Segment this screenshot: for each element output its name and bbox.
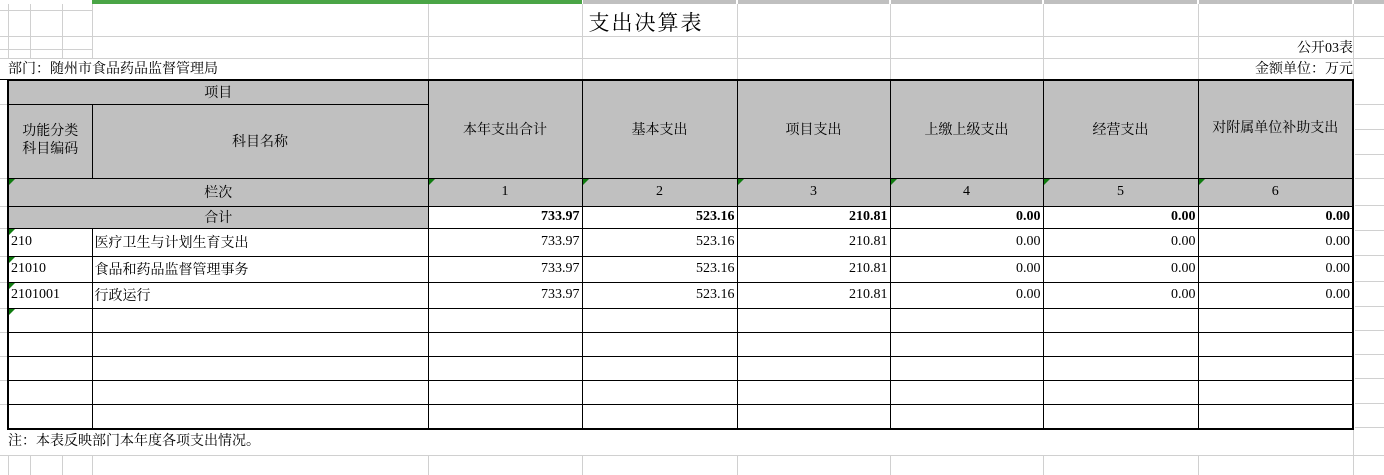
column-header-operating[interactable]: 经营支出: [1043, 80, 1198, 178]
value-cell[interactable]: [890, 356, 1043, 380]
value-cell[interactable]: 210.81: [737, 228, 890, 256]
value-cell[interactable]: 523.16: [582, 256, 737, 282]
code-header-cell[interactable]: [8, 104, 92, 178]
value-cell[interactable]: [890, 332, 1043, 356]
error-indicator-triangle: [583, 179, 589, 185]
gray-band-segment: [583, 0, 736, 4]
value-cell[interactable]: [1043, 404, 1198, 429]
value-cell[interactable]: 733.97: [428, 282, 582, 308]
sheet-title-cell[interactable]: 支出决算表: [588, 11, 704, 35]
error-indicator-triangle: [9, 229, 15, 235]
value-cell[interactable]: 0.00: [1043, 256, 1198, 282]
error-indicator-triangle: [9, 179, 15, 185]
code-cell[interactable]: 2101001: [8, 282, 92, 308]
value-cell[interactable]: 0.00: [1043, 206, 1198, 228]
value-cell[interactable]: 0.00: [1198, 228, 1353, 256]
value-cell[interactable]: [1043, 356, 1198, 380]
subject-name-cell[interactable]: [92, 332, 428, 356]
data-row: [8, 282, 1353, 308]
table-row: [8, 80, 1353, 104]
unit-note-cell[interactable]: 金额单位：万元: [1255, 62, 1353, 77]
value-cell[interactable]: [890, 380, 1043, 404]
code-header-line2: 科目编码: [22, 142, 79, 157]
empty-row: [8, 308, 1353, 332]
empty-row: [8, 404, 1353, 429]
index-cell-1[interactable]: 1: [428, 178, 582, 206]
data-row: [8, 228, 1353, 256]
value-cell[interactable]: 210.81: [737, 206, 890, 228]
value-cell[interactable]: [1198, 308, 1353, 332]
value-cell[interactable]: 0.00: [890, 228, 1043, 256]
value-cell[interactable]: 733.97: [428, 256, 582, 282]
index-label-cell[interactable]: 栏次: [8, 178, 428, 206]
project-header-cell[interactable]: 项目: [8, 80, 428, 104]
value-cell[interactable]: [890, 404, 1043, 429]
subject-name-cell[interactable]: 医疗卫生与计划生育支出: [92, 228, 428, 256]
value-cell[interactable]: [1198, 404, 1353, 429]
value-cell[interactable]: 523.16: [582, 282, 737, 308]
value-cell[interactable]: [1043, 308, 1198, 332]
error-indicator-triangle: [9, 257, 15, 263]
error-indicator-triangle: [9, 283, 15, 289]
value-cell[interactable]: [582, 356, 737, 380]
value-cell[interactable]: 210.81: [737, 282, 890, 308]
error-indicator-triangle: [9, 309, 15, 315]
value-cell[interactable]: 733.97: [428, 206, 582, 228]
table-code-cell[interactable]: 公开03表: [1297, 41, 1353, 56]
column-header-project[interactable]: 项目支出: [737, 80, 890, 178]
code-cell[interactable]: [8, 404, 92, 429]
column-header-subsidy[interactable]: 对附属单位补助支出: [1198, 80, 1353, 178]
value-cell[interactable]: [582, 308, 737, 332]
department-cell[interactable]: 部门：随州市食品药品监督管理局: [8, 62, 218, 77]
value-cell[interactable]: [1198, 380, 1353, 404]
code-header-line1: 功能分类: [22, 124, 79, 139]
value-cell[interactable]: [582, 380, 737, 404]
code-cell[interactable]: [8, 356, 92, 380]
value-cell[interactable]: [1198, 332, 1353, 356]
value-cell[interactable]: 523.16: [582, 228, 737, 256]
empty-row: [8, 332, 1353, 356]
empty-row: [8, 380, 1353, 404]
value-cell[interactable]: [428, 332, 582, 356]
column-index-row: [8, 178, 1353, 206]
subject-name-cell[interactable]: [92, 404, 428, 429]
value-cell[interactable]: [428, 380, 582, 404]
gray-band-segment: [891, 0, 1042, 4]
value-cell[interactable]: [737, 332, 890, 356]
value-cell[interactable]: [1043, 332, 1198, 356]
error-indicator-triangle: [738, 179, 744, 185]
total-row: [8, 206, 1353, 228]
gray-band-segment: [738, 0, 889, 4]
code-cell[interactable]: 21010: [8, 256, 92, 282]
subject-name-cell[interactable]: [92, 380, 428, 404]
code-cell[interactable]: [8, 380, 92, 404]
value-cell[interactable]: [890, 308, 1043, 332]
value-cell[interactable]: [428, 308, 582, 332]
gray-band-segment: [1044, 0, 1197, 4]
value-cell[interactable]: 0.00: [1198, 206, 1353, 228]
column-header-total[interactable]: 本年支出合计: [428, 80, 582, 178]
value-cell[interactable]: [582, 332, 737, 356]
value-cell[interactable]: [582, 404, 737, 429]
data-row: [8, 256, 1353, 282]
value-cell[interactable]: 0.00: [890, 282, 1043, 308]
index-cell-4[interactable]: 4: [890, 178, 1043, 206]
value-cell[interactable]: 0.00: [1043, 228, 1198, 256]
index-cell-2[interactable]: 2: [582, 178, 737, 206]
total-label-cell[interactable]: 合计: [8, 206, 428, 228]
value-cell[interactable]: [737, 404, 890, 429]
subject-name-cell[interactable]: 行政运行: [92, 282, 428, 308]
error-indicator-triangle: [1199, 179, 1205, 185]
value-cell[interactable]: 210.81: [737, 256, 890, 282]
value-cell[interactable]: 0.00: [890, 206, 1043, 228]
index-cell-3[interactable]: 3: [737, 178, 890, 206]
footnote-cell[interactable]: 注：本表反映部门本年度各项支出情况。: [8, 434, 260, 449]
gray-band-segment: [1199, 0, 1352, 4]
index-cell-6[interactable]: 6: [1198, 178, 1353, 206]
value-cell[interactable]: [428, 404, 582, 429]
error-indicator-triangle: [891, 179, 897, 185]
value-cell[interactable]: [737, 308, 890, 332]
subject-header-cell[interactable]: 科目名称: [92, 104, 428, 178]
value-cell[interactable]: [737, 380, 890, 404]
column-header-basic[interactable]: 基本支出: [582, 80, 737, 178]
value-cell[interactable]: 0.00: [890, 256, 1043, 282]
column-header-upper[interactable]: 上缴上级支出: [890, 80, 1043, 178]
subject-name-cell[interactable]: [92, 308, 428, 332]
index-cell-5[interactable]: 5: [1043, 178, 1198, 206]
value-cell[interactable]: 0.00: [1198, 256, 1353, 282]
value-cell[interactable]: [737, 356, 890, 380]
value-cell[interactable]: [1198, 356, 1353, 380]
error-indicator-triangle: [1044, 179, 1050, 185]
value-cell[interactable]: [428, 356, 582, 380]
value-cell[interactable]: 523.16: [582, 206, 737, 228]
green-accent-line: [92, 0, 582, 4]
subject-name-cell[interactable]: 食品和药品监督管理事务: [92, 256, 428, 282]
value-cell[interactable]: 0.00: [1043, 282, 1198, 308]
code-cell[interactable]: [8, 308, 92, 332]
expenditure-table: [7, 79, 1354, 430]
code-cell[interactable]: [8, 332, 92, 356]
error-indicator-triangle: [429, 179, 435, 185]
code-cell[interactable]: 210: [8, 228, 92, 256]
gray-band-segment: [1354, 0, 1384, 4]
subject-name-cell[interactable]: [92, 356, 428, 380]
value-cell[interactable]: 733.97: [428, 228, 582, 256]
empty-row: [8, 356, 1353, 380]
value-cell[interactable]: [1043, 380, 1198, 404]
value-cell[interactable]: 0.00: [1198, 282, 1353, 308]
